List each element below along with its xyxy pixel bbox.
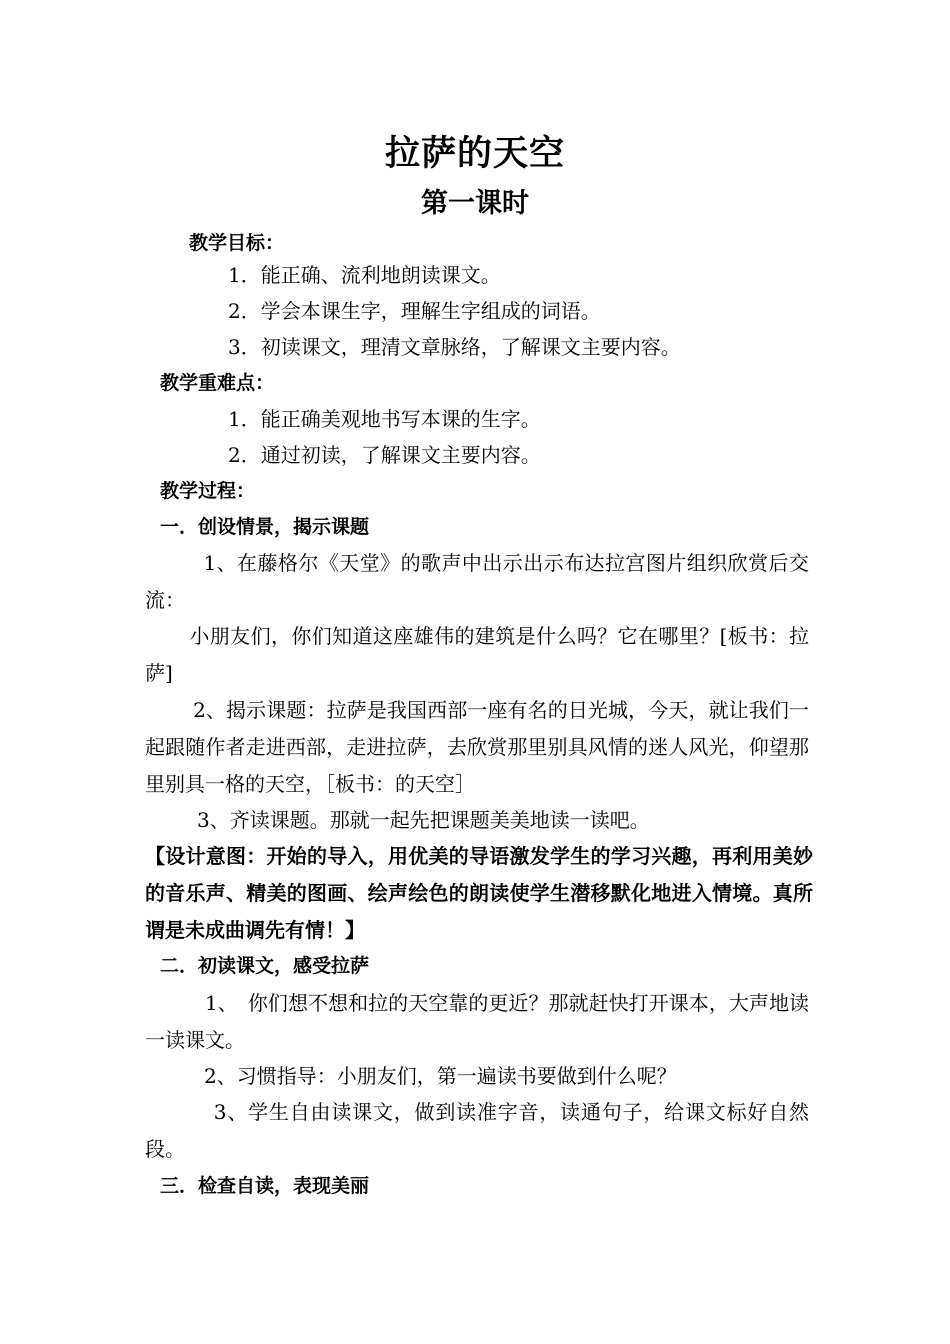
- design-intent-note: 【设计意图：开始的导入，用优美的导语激发学生的学习兴趣，再利用美妙的音乐声、精美的图画、绘声绘色的朗读使学生潜移默化地进入情境。真所谓是未成曲调先有情！】: [145, 844, 813, 942]
- process-heading: 教学过程：: [160, 480, 256, 502]
- goal-item-3: 3．初读课文，理清文章脉络，了解课文主要内容。: [228, 335, 681, 359]
- section-2-paragraph-2: 2、习惯指导：小朋友们，第一遍读书要做到什么呢？: [204, 1064, 677, 1088]
- section-1-paragraph-1: 1、在藤格尔《天堂》的歌声中出示出示布达拉宫图片组织欣赏后交流：: [145, 551, 809, 612]
- section-1-paragraph-4: 3、齐读课题。那就一起先把课题美美地读一读吧。: [177, 808, 650, 832]
- lesson-period-subtitle: 第一课时: [421, 188, 529, 219]
- section-1-paragraph-3: 2、揭示课题：拉萨是我国西部一座有名的日光城，今天，就让我们一起跟随作者走进西部，走进拉萨，去欣赏那里别具风情的迷人风光，仰望那里别具一格的天空，［板书：的天空］: [145, 698, 809, 796]
- section-1-heading: 一．创设情景，揭示课题: [160, 516, 370, 538]
- section-2-paragraph-3: 3、学生自由读课文，做到读准字音，读通句子，给课文标好自然段。: [145, 1100, 809, 1161]
- section-3-heading: 三．检查自读，表现美丽: [160, 1175, 370, 1197]
- key-points-heading: 教学重难点：: [160, 372, 275, 394]
- section-1-paragraph-2: 小朋友们，你们知道这座雄伟的建筑是什么吗？它在哪里？[板书：拉萨]: [145, 624, 809, 685]
- goal-item-2: 2．学会本课生字，理解生字组成的词语。: [228, 299, 601, 323]
- section-2-paragraph-1: 1、 你们想不想和拉的天空靠的更近？那就赶快打开课本，大声地读一读课文。: [145, 991, 809, 1052]
- document-title: 拉萨的天空: [384, 134, 565, 174]
- section-2-heading: 二．初读课文，感受拉萨: [160, 955, 370, 977]
- key-point-item-1: 1．能正确美观地书写本课的生字。: [228, 407, 541, 431]
- goal-item-1: 1．能正确、流利地朗读课文。: [228, 263, 501, 287]
- goals-heading: 教学目标：: [189, 232, 285, 254]
- key-point-item-2: 2．通过初读，了解课文主要内容。: [228, 443, 541, 467]
